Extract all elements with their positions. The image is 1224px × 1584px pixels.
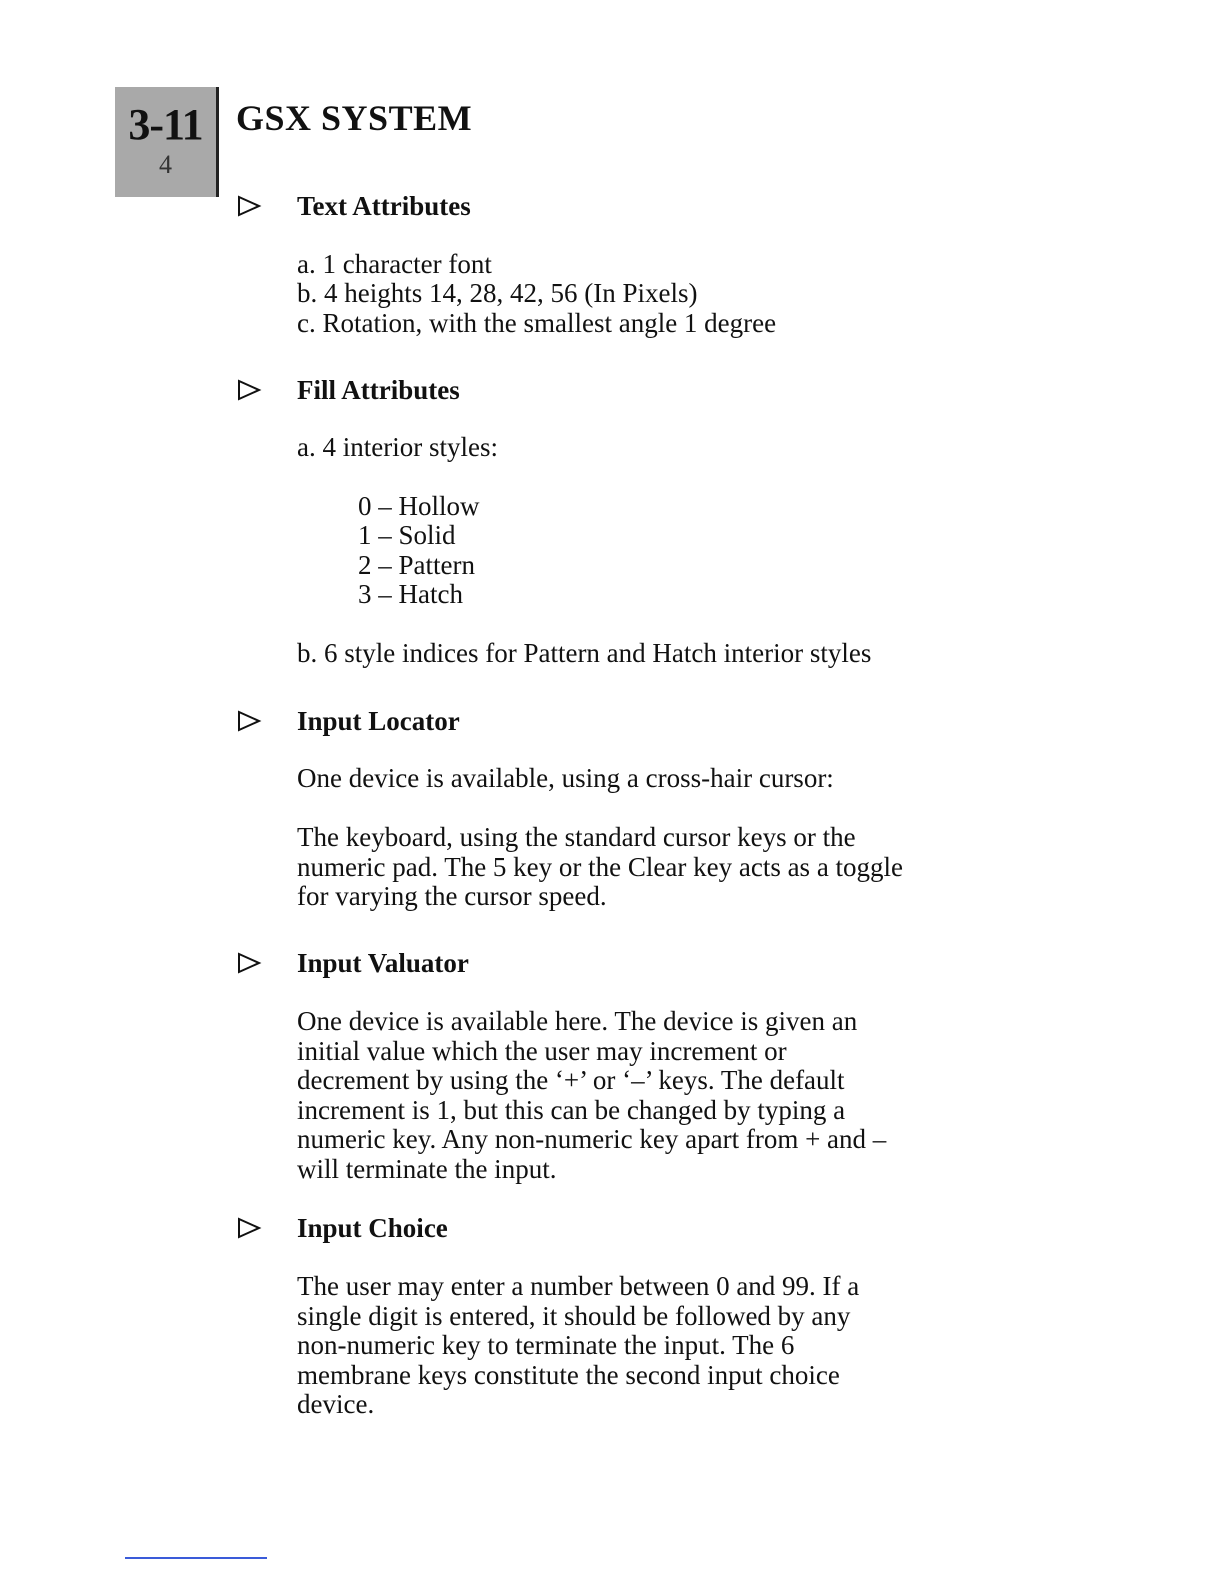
list-item: 2 – Pattern bbox=[358, 550, 475, 580]
tab-subnumber: 4 bbox=[159, 150, 172, 179]
list-item: a. 4 interior styles: bbox=[297, 432, 498, 462]
triangle-pointer-icon bbox=[236, 947, 268, 979]
triangle-pointer-icon bbox=[236, 705, 268, 737]
list-item: a. 1 character font bbox=[297, 249, 492, 279]
list-item: c. Rotation, with the smallest angle 1 degree bbox=[297, 308, 777, 338]
footer-rule bbox=[125, 1557, 267, 1559]
triangle-pointer-icon bbox=[236, 190, 268, 222]
section-tab bbox=[115, 87, 219, 197]
paragraph: One device is available here. The device is given an initial value which the user may increment or decrement by using the ‘+’ or ‘–’ keys. The default increment is 1, but this can be changed by typing a numeric key. Any non-numeric key apart from + and – will terminate the input. bbox=[297, 1006, 887, 1184]
list-item: b. 4 heights 14, 28, 42, 56 (In Pixels) bbox=[297, 278, 698, 308]
list-item: b. 6 style indices for Pattern and Hatch interior styles bbox=[297, 638, 872, 668]
paragraph: One device is available, using a cross-hair cursor: bbox=[297, 763, 834, 793]
paragraph: The keyboard, using the standard cursor keys or the numeric pad. The 5 key or the Clear key acts as a toggle for varying the cursor speed. bbox=[297, 822, 904, 911]
triangle-pointer-icon bbox=[236, 1212, 268, 1244]
tab-number: 3-11 bbox=[128, 100, 203, 149]
list-item: 0 – Hollow bbox=[358, 491, 480, 521]
page-title: GSX SYSTEM bbox=[236, 98, 473, 138]
triangle-pointer-icon bbox=[236, 374, 268, 406]
list-item: 3 – Hatch bbox=[358, 579, 463, 609]
list-item: 1 – Solid bbox=[358, 520, 456, 550]
paragraph: The user may enter a number between 0 and 99. If a single digit is entered, it should be followed by any non-numeric key to terminate the input. The 6 membrane keys constitute the second input choice device. bbox=[297, 1271, 860, 1419]
